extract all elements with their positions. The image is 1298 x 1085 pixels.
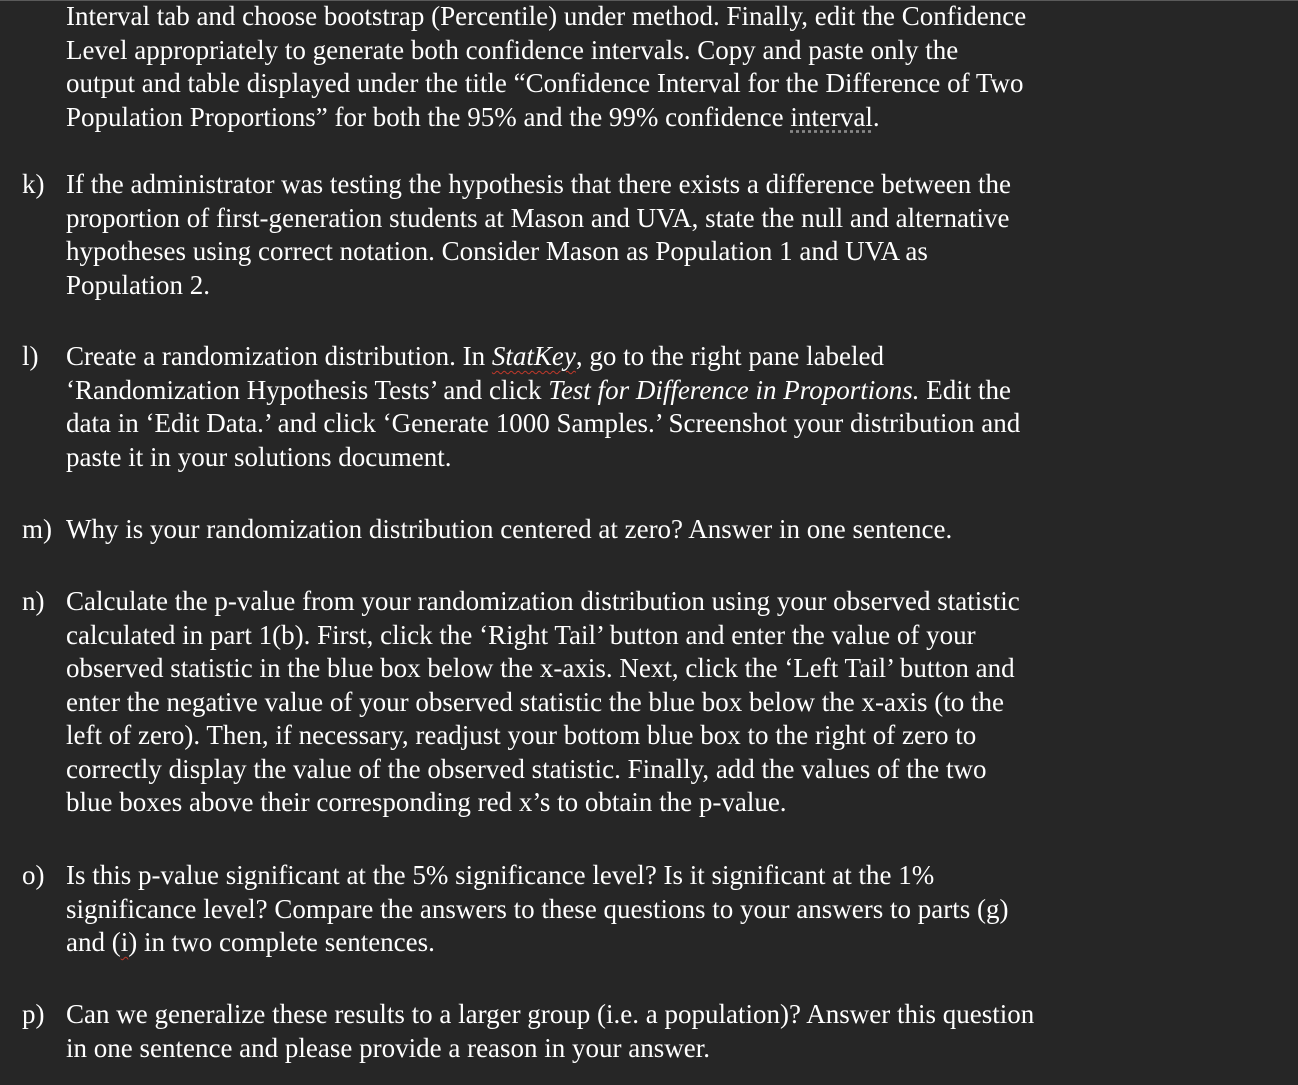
item-label: k) bbox=[22, 169, 45, 199]
item-label: o) bbox=[22, 860, 45, 890]
text-fragment: . bbox=[872, 101, 880, 132]
text-fragment: , go to the right pane labeled bbox=[575, 341, 885, 371]
item-n-text bbox=[66, 585, 1136, 820]
text-line bbox=[66, 374, 1136, 408]
text-line: in one sentence and please provide a reason in your answer. bbox=[66, 1032, 711, 1063]
text-line: hypotheses using correct notation. Consider Mason as Population 1 and UVA as bbox=[66, 236, 928, 266]
text-line: Is this p-value significant at the 5% significance level? Is it significant at the 1% bbox=[66, 860, 935, 890]
italic-phrase: Test for Difference in Proportions. bbox=[548, 374, 920, 405]
text-line bbox=[66, 926, 1136, 960]
item-label: n) bbox=[22, 586, 45, 616]
text-fragment: and ( bbox=[66, 927, 121, 957]
text-line: correctly display the value of the observed statistic. Finally, add the values of the two bbox=[66, 753, 987, 784]
text-line: output and table displayed under the title “Confidence Interval for the Difference of Two bbox=[66, 68, 1024, 98]
item-label: l) bbox=[22, 341, 39, 371]
text-line: Why is your randomization distribution centered at zero? Answer in one sentence. bbox=[66, 514, 953, 544]
item-p-text bbox=[66, 998, 1136, 1065]
text-line: left of zero). Then, if necessary, readjust your bottom blue box to the right of zero to bbox=[66, 720, 977, 750]
text-fragment: Create a randomization distribution. In bbox=[66, 341, 492, 371]
statkey-reference: StatKey bbox=[491, 341, 576, 371]
item-j-text bbox=[66, 0, 1136, 134]
item-m-text bbox=[66, 513, 1136, 547]
item-o-text bbox=[66, 859, 1136, 960]
grammar-flagged-word: interval bbox=[790, 101, 873, 132]
text-line: data in ‘Edit Data.’ and click ‘Generate 1000 Samples.’ Screenshot your distribution and bbox=[66, 408, 1021, 438]
text-fragment: ‘Randomization Hypothesis Tests’ and click bbox=[66, 374, 549, 405]
text-fragment: Edit the bbox=[919, 374, 1012, 405]
item-label: p) bbox=[22, 999, 45, 1029]
item-l-text bbox=[66, 340, 1136, 474]
text-line: calculated in part 1(b). First, click the ‘Right Tail’ button and enter the value of your bbox=[66, 619, 976, 650]
text-line: Interval tab and choose bootstrap (Percentile) under method. Finally, edit the Confidence bbox=[66, 1, 1027, 31]
text-line: enter the negative value of your observed statistic the blue box below the x-axis (to the bbox=[66, 686, 1004, 717]
text-line: significance level? Compare the answers to these questions to your answers to parts (g) bbox=[66, 893, 1009, 924]
text-line: paste it in your solutions document. bbox=[66, 441, 452, 472]
text-line: blue boxes above their corresponding red x’s to obtain the p-value. bbox=[66, 787, 787, 817]
text-line: observed statistic in the blue box below the x-axis. Next, click the ‘Left Tail’ button and bbox=[66, 653, 1015, 683]
text-line: Calculate the p-value from your randomization distribution using your observed statistic bbox=[66, 586, 1020, 616]
text-line bbox=[66, 340, 1136, 374]
item-k-text bbox=[66, 168, 1136, 302]
text-line: Can we generalize these results to a larger group (i.e. a population)? Answer this question bbox=[66, 999, 1035, 1029]
text-line: If the administrator was testing the hypothesis that there exists a difference between the bbox=[66, 169, 1011, 199]
text-line: Population 2. bbox=[66, 269, 211, 300]
text-fragment: ) in two complete sentences. bbox=[128, 927, 435, 957]
text-fragment: Population Proportions” for both the 95% and the 99% confidence bbox=[66, 101, 791, 132]
spelling-flagged-letter: i bbox=[120, 927, 129, 957]
text-line: proportion of first-generation students at Mason and UVA, state the null and alternative bbox=[66, 202, 1010, 233]
item-label: m) bbox=[22, 514, 52, 544]
text-line bbox=[66, 101, 1136, 135]
text-line: Level appropriately to generate both confidence intervals. Copy and paste only the bbox=[66, 34, 959, 65]
